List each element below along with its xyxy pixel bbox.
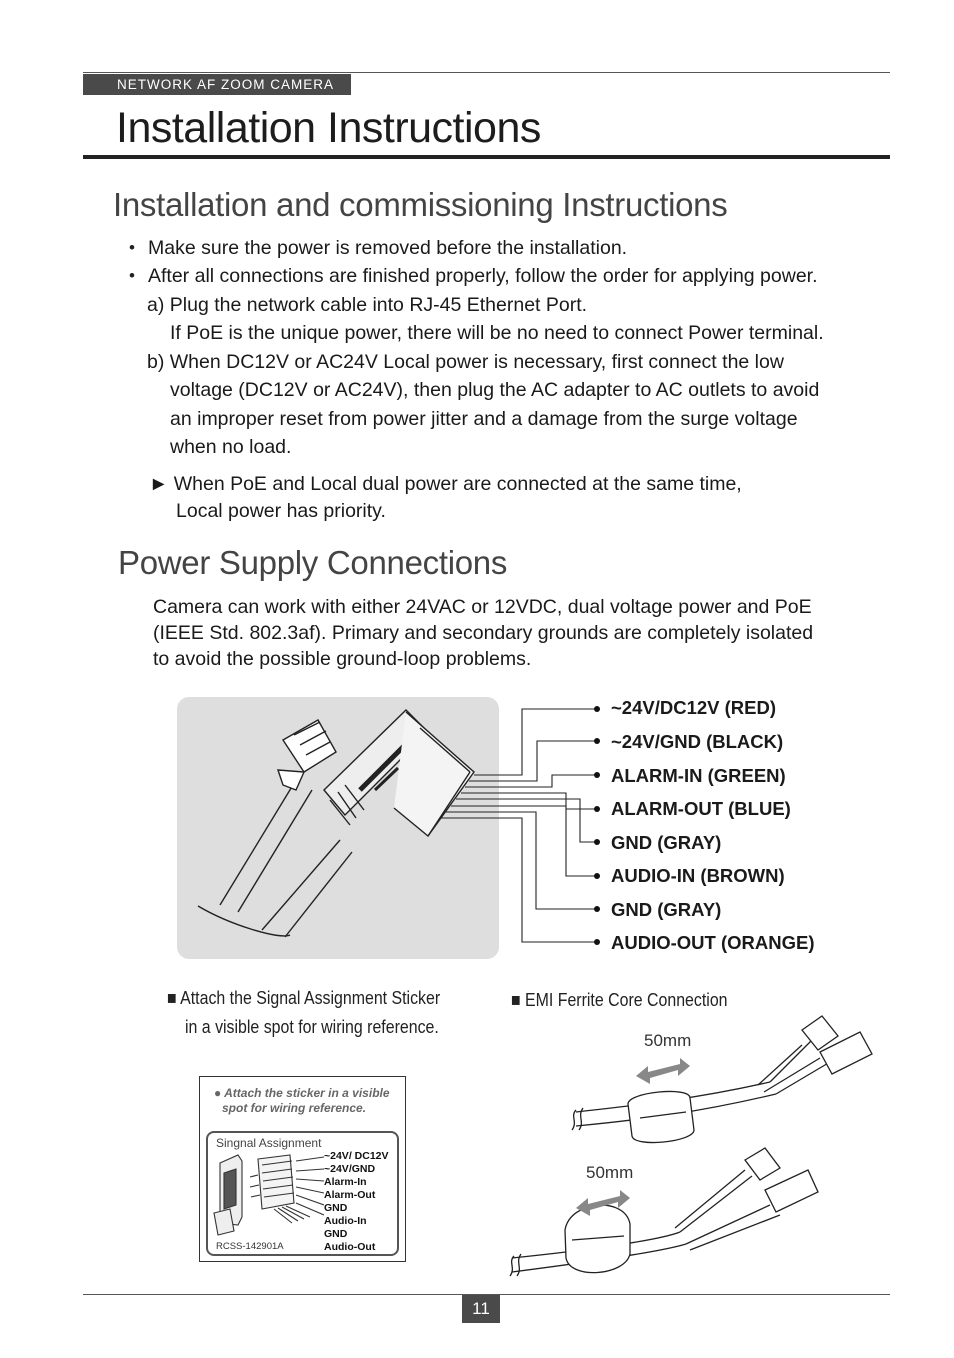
leader-dots [594, 706, 600, 945]
note-line: ► When PoE and Local dual power are connected at the same time, [149, 473, 742, 495]
power-body-line: Camera can work with either 24VAC or 12VDC, dual voltage power and PoE [153, 596, 812, 618]
header-tag: NETWORK AF ZOOM CAMERA [83, 74, 351, 95]
sticker-caption: in a visible spot for wiring reference. [185, 1016, 439, 1037]
wire-label: ALARM-IN (GREEN) [611, 765, 786, 786]
bullet-text: Make sure the power is removed before the installation. [148, 237, 628, 259]
section-title-power: Power Supply Connections [118, 544, 508, 581]
signal-sticker [199, 1076, 406, 1262]
distance-label: 50mm [644, 1031, 692, 1050]
bullet-dot: • [129, 266, 135, 285]
note-line: Local power has priority. [176, 500, 386, 522]
wire-label: ~24V/GND (BLACK) [611, 731, 784, 752]
section-title-installation: Installation and commissioning Instructions [113, 186, 728, 223]
step-a-line: a) Plug the network cable into RJ-45 Ethernet Port. [147, 294, 588, 316]
sticker-connector-icon [212, 1153, 324, 1239]
power-body-line: to avoid the possible ground-loop problems. [153, 648, 532, 670]
sticker-caption: ■ Attach the Signal Assignment Sticker [167, 987, 441, 1008]
sticker-panel [206, 1131, 399, 1256]
wire-label: GND (GRAY) [611, 832, 722, 853]
step-b-line: when no load. [170, 436, 292, 458]
emi-caption: ■ EMI Ferrite Core Connection [511, 989, 728, 1010]
sticker-note: ● Attach the sticker in a visible spot for wiring reference. [214, 1086, 390, 1115]
sticker-code: RCSS-142901A [216, 1241, 284, 1252]
page-number: 11 [462, 1295, 500, 1323]
wire-label: AUDIO-OUT (ORANGE) [611, 932, 815, 953]
bullet-dot: • [129, 238, 135, 257]
bullet-text: After all connections are finished properly, follow the order for applying power. [148, 265, 818, 287]
sticker-list: ~24V/ DC12V ~24V/GND Alarm-In Alarm-Out GND Audio-In GND Audio-Out [324, 1150, 389, 1253]
step-b-line: b) When DC12V or AC24V Local power is necessary, first connect the low [147, 351, 784, 373]
step-b-line: an improper reset from power jitter and a damage from the surge voltage [170, 408, 798, 430]
page-title: Installation Instructions [116, 104, 541, 152]
wire-label: ~24V/DC12V (RED) [611, 697, 777, 718]
wire-label: GND (GRAY) [611, 899, 722, 920]
power-body-line: (IEEE Std. 802.3af). Primary and secondary grounds are completely isolated [153, 622, 814, 644]
sticker-title: Singnal Assignment [216, 1136, 322, 1150]
wire-label: AUDIO-IN (BROWN) [611, 865, 785, 886]
wire-label: ALARM-OUT (BLUE) [611, 798, 791, 819]
step-a-line: If PoE is the unique power, there will be no need to connect Power terminal. [170, 322, 824, 344]
distance-label: 50mm [586, 1163, 634, 1182]
step-b-line: voltage (DC12V or AC24V), then plug the AC adapter to AC outlets to avoid [170, 379, 820, 401]
emi-drawing [510, 1016, 872, 1276]
